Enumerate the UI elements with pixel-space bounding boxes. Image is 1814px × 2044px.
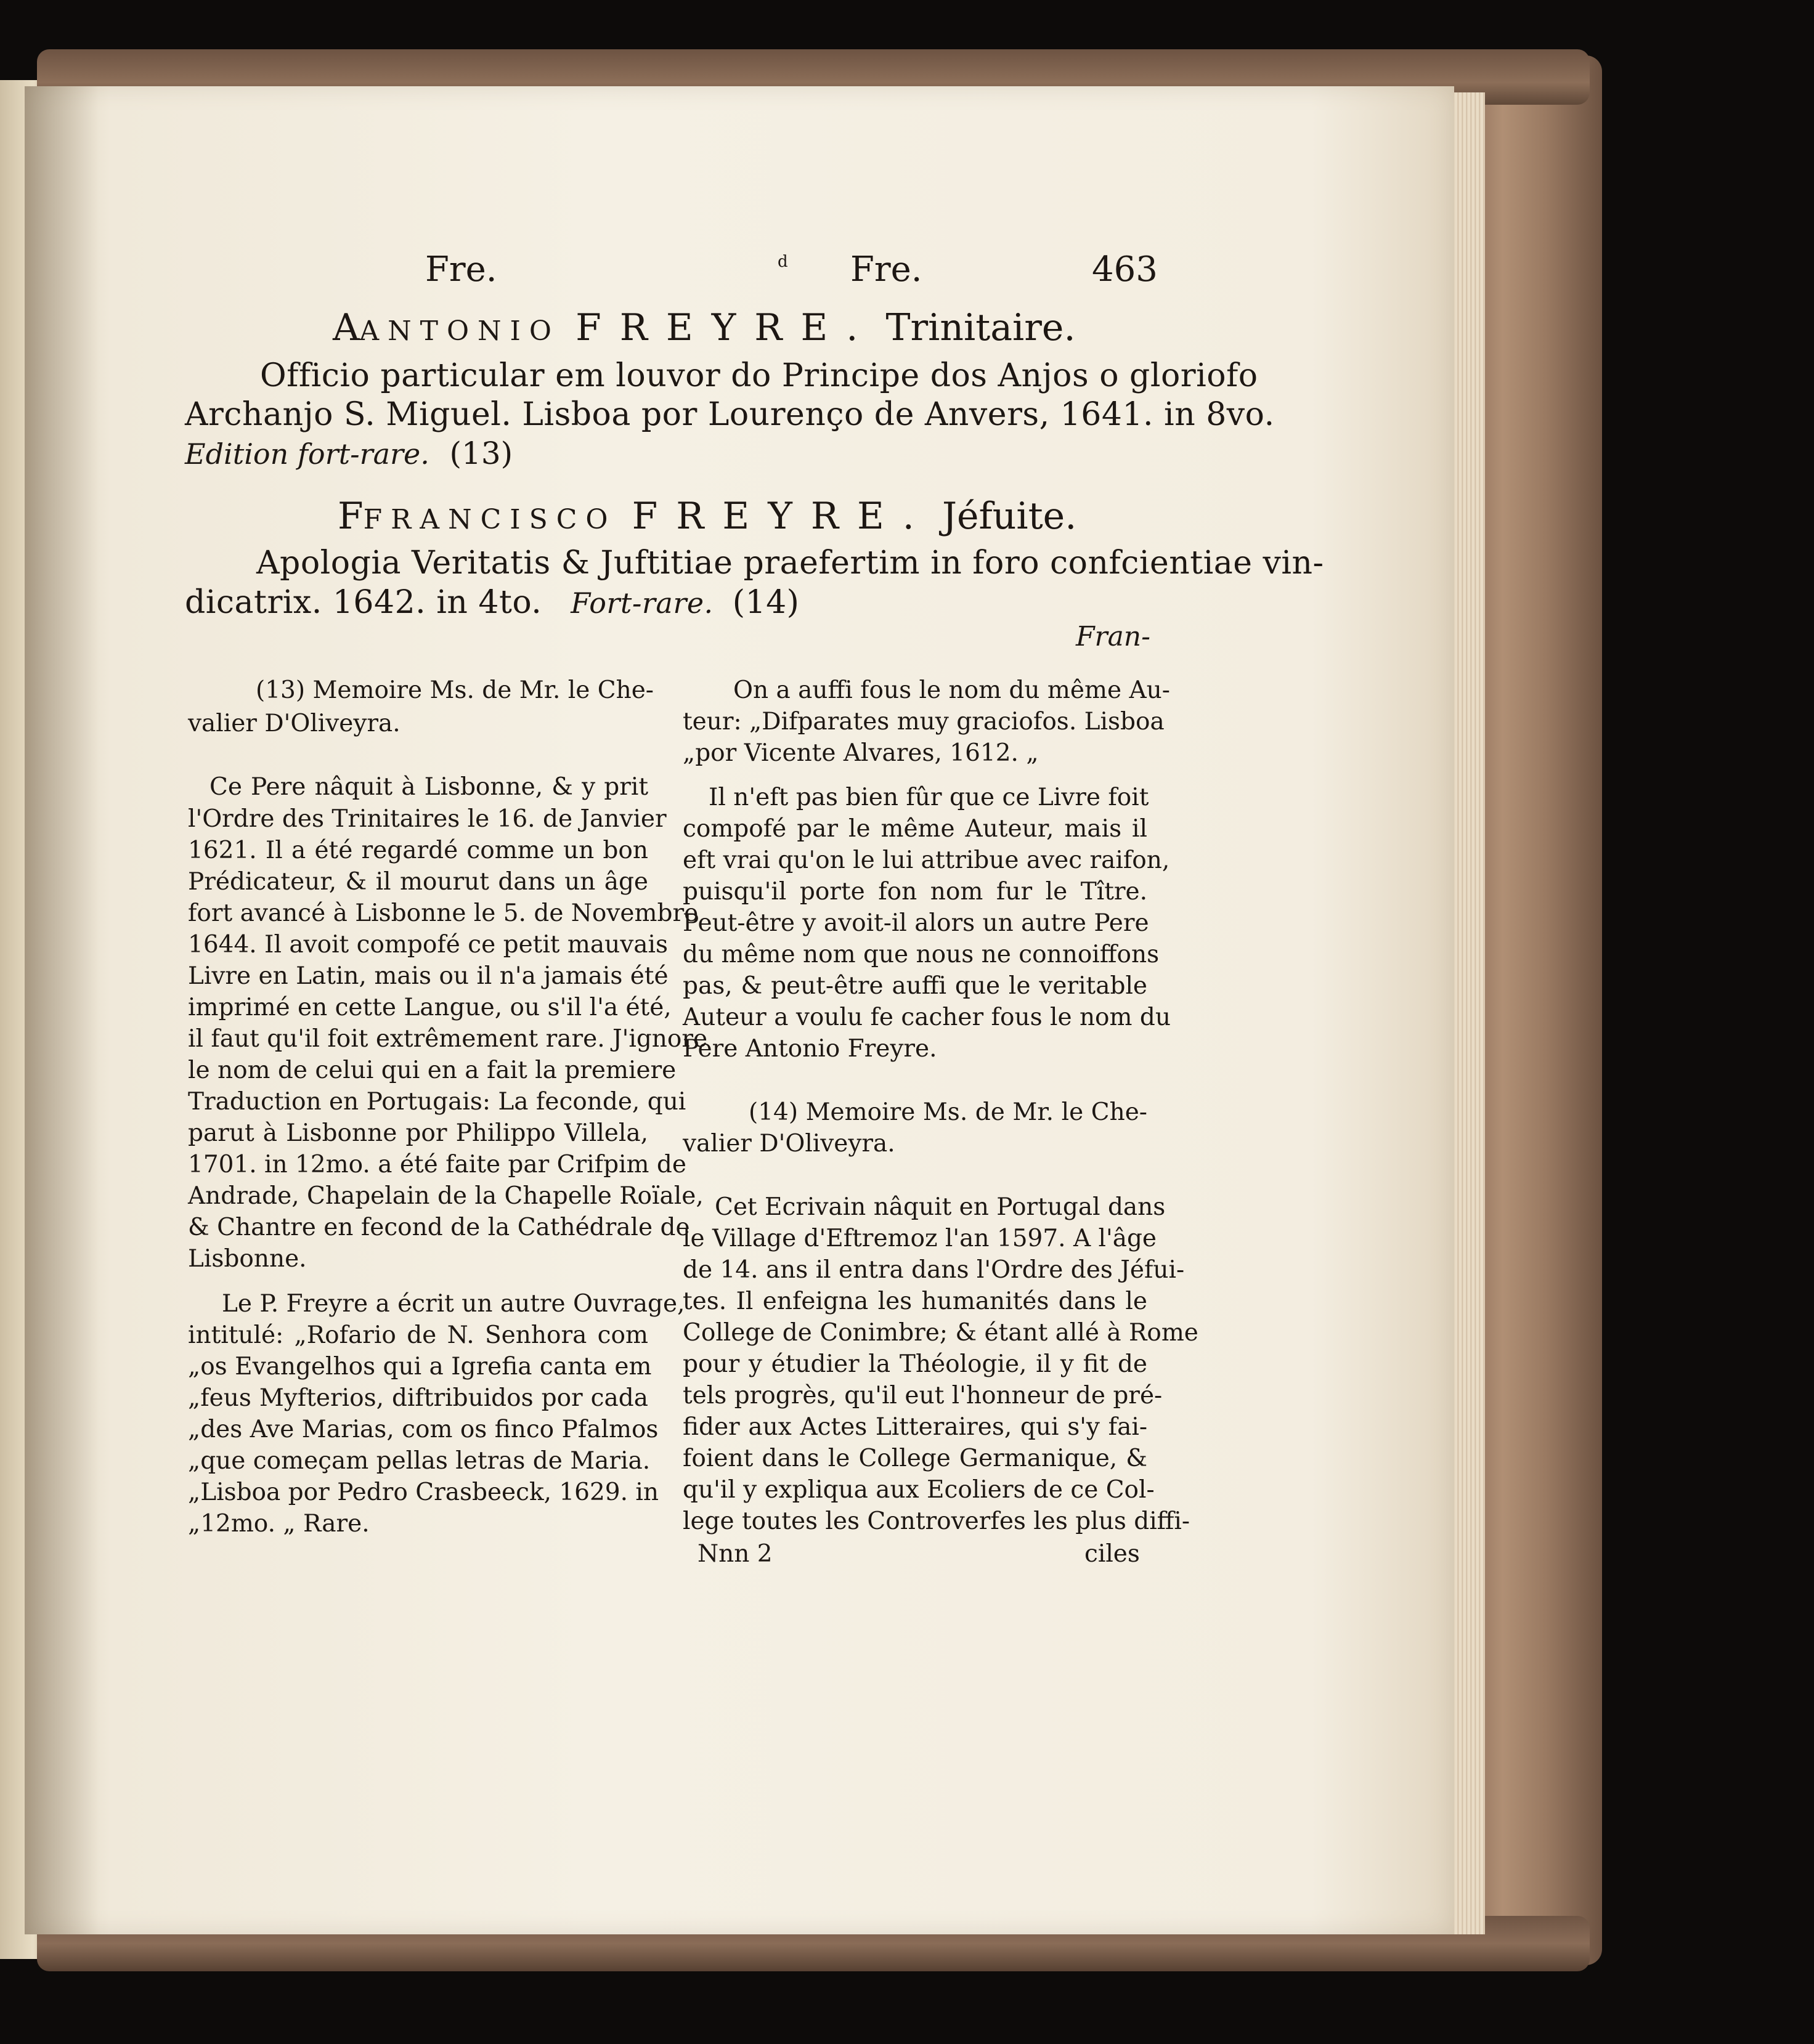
entry1-first-name: ANTONIO <box>359 315 560 347</box>
right-line: lege toutes les Controverfes les plus diffi- <box>683 1507 1190 1535</box>
entry1-heading: AANTONIO FREYRE. Trinitaire. <box>333 306 1076 349</box>
right-line: fider aux Actes Litteraires, qui s'y fai- <box>683 1413 1147 1441</box>
right-line: du même nom que nous ne connoiffons <box>683 941 1160 968</box>
right-line: foient dans le College Germanique, & <box>683 1445 1147 1472</box>
right-line: tes. Il enfeigna les humanités dans le <box>683 1288 1147 1315</box>
left-line: Livre en Latin, mais ou il n'a jamais été <box>188 962 669 990</box>
right-line: teur: „Difparates muy graciofos. Lisboa <box>683 708 1165 736</box>
header-mark: d <box>778 253 788 271</box>
left-line: le nom de celui qui en a fait la premiere <box>188 1056 677 1084</box>
page-number: 463 <box>1092 249 1158 290</box>
left-line: Traduction en Portugais: La feconde, qui <box>188 1088 686 1116</box>
right-line: valier D'Oliveyra. <box>683 1130 895 1158</box>
left-line: l'Ordre des Trinitaires le 16. de Janvier <box>188 805 667 833</box>
entry1-note-ref: (13) <box>449 436 513 471</box>
right-line: pour y étudier la Théologie, il y fit de <box>683 1350 1147 1378</box>
right-line: College de Conimbre; & étant allé à Rome <box>683 1319 1198 1347</box>
entry1-surname: FREYRE. <box>576 306 877 349</box>
right-line: „por Vicente Alvares, 1612. „ <box>683 739 1039 767</box>
right-line: Cet Ecrivain nâquit en Portugal dans <box>715 1193 1166 1221</box>
right-line: Pere Antonio Freyre. <box>683 1035 937 1063</box>
right-line: puisqu'il porte fon nom fur le Tître. <box>683 878 1147 906</box>
entry1-title <box>260 357 1258 394</box>
entry2-surname: FREYRE. <box>632 495 933 538</box>
left-line: „des Ave Marias, com os finco Pfalmos <box>188 1416 659 1443</box>
entry2-title <box>256 545 1324 582</box>
left-line: imprimé en cette Langue, ou s'il l'a été, <box>188 994 672 1021</box>
entry1-order: Trinitaire. <box>885 306 1076 349</box>
right-line: Il n'eft pas bien fûr que ce Livre foit <box>709 784 1149 811</box>
left-line: „que começam pellas letras de Maria. <box>188 1447 651 1475</box>
left-line: 1644. Il avoit compofé ce petit mauvais <box>188 931 668 959</box>
right-line: Auteur a voulu fe cacher fous le nom du <box>683 1004 1171 1031</box>
entry1-line-2: Archanjo S. Miguel. Lisboa por Lourenço de Anvers, 1641. in 8vo. <box>185 396 1275 433</box>
left-line: 1621. Il a été regardé comme un bon <box>188 837 648 864</box>
left-line: Ce Pere nâquit à Lisbonne, & y prit <box>209 773 648 801</box>
entry2-line-2: dicatrix. 1642. in 4to. <box>185 584 542 621</box>
right-line: pas, & peut-être auffi que le veritable <box>683 972 1147 1000</box>
footer-catchword: ciles <box>1084 1540 1140 1568</box>
left-line: Prédicateur, & il mourut dans un âge <box>188 868 648 896</box>
right-line: On a auffi fous le nom du même Au- <box>733 676 1170 704</box>
left-line: intitulé: „Rofario de N. Senhora com <box>188 1321 648 1349</box>
left-line: „feus Myfterios, diftribuidos por cada <box>188 1384 648 1412</box>
entry2-note-ref: (14) <box>732 584 800 621</box>
left-line: Le P. Freyre a écrit un autre Ouvrage, <box>222 1290 685 1318</box>
entry1-rarity-line <box>185 436 513 471</box>
running-head-left: Fre. <box>425 249 497 290</box>
right-line: compofé par le même Auteur, mais il <box>683 815 1147 843</box>
left-line: (13) Memoire Ms. de Mr. le Che- <box>256 676 654 704</box>
right-line: Peut-être y avoit-il alors un autre Pere <box>683 909 1149 937</box>
entry1-rarity: Edition fort-rare. <box>185 437 429 471</box>
entry2-order: Jéfuite. <box>942 495 1077 538</box>
left-line: valier D'Oliveyra. <box>188 710 401 737</box>
right-line: le Village d'Eftremoz l'an 1597. A l'âge <box>683 1225 1157 1252</box>
left-line: parut à Lisbonne por Philippo Villela, <box>188 1119 648 1147</box>
left-line: Lisbonne. <box>188 1245 307 1273</box>
left-line: & Chantre en fecond de la Cathédrale de <box>188 1214 690 1241</box>
left-line: „os Evangelhos qui a Igrefia canta em <box>188 1353 652 1381</box>
left-line: 1701. in 12mo. a été faite par Crifpim de <box>188 1151 686 1178</box>
right-line: tels progrès, qu'il eut l'honneur de pré- <box>683 1382 1163 1409</box>
entry2-heading: FFRANCISCO FREYRE. Jéfuite. <box>338 495 1077 538</box>
entry2-rarity: Fort-rare. <box>571 586 714 620</box>
signature-mark: Nnn 2 <box>698 1540 773 1568</box>
left-line: fort avancé à Lisbonne le 5. de Novembre <box>188 899 699 927</box>
entry1-line-1: Officio particular em louvor do Principe dos Anjos o gloriofo <box>260 357 1258 394</box>
left-line: „12mo. „ Rare. <box>188 1510 370 1538</box>
left-line: Andrade, Chapelain de la Chapelle Roïale, <box>188 1182 704 1210</box>
entry2-catchword: Fran- <box>1076 621 1150 652</box>
right-line: de 14. ans il entra dans l'Ordre des Jéfui- <box>683 1256 1185 1284</box>
right-line: eft vrai qu'on le lui attribue avec raifon, <box>683 846 1170 874</box>
left-line: il faut qu'il foit extrêmement rare. J'ignore <box>188 1025 708 1053</box>
right-line: qu'il y expliqua aux Ecoliers de ce Col- <box>683 1476 1155 1504</box>
entry2-title-2 <box>185 584 799 621</box>
left-line: „Lisboa por Pedro Crasbeeck, 1629. in <box>188 1478 659 1506</box>
entry1-title-2 <box>185 396 1275 433</box>
entry2-first-name: FRANCISCO <box>363 504 617 535</box>
right-line: (14) Memoire Ms. de Mr. le Che- <box>749 1098 1147 1126</box>
entry2-line-1: Apologia Veritatis & Juftitiae praefertim in foro confcientiae vin- <box>256 545 1324 582</box>
running-head-center: Fre. <box>850 249 922 290</box>
